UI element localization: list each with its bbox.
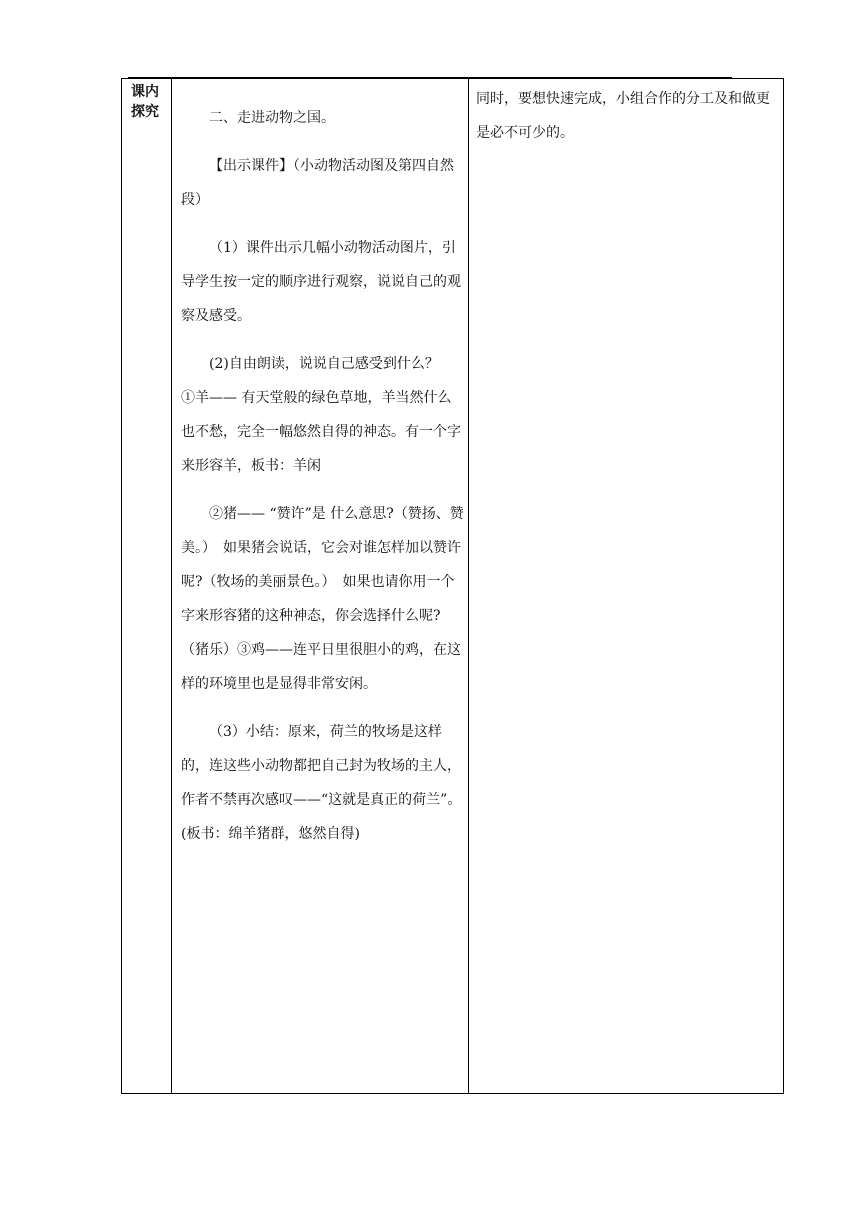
note-paragraph: 同时，要想快速完成，小组合作的分工及和做更是必不可少的。: [476, 91, 770, 141]
pig-chicken-paragraph: ②猪—— “赞许”是 什么意思?（赞扬、赞美。） 如果猪会说话，它会对谁怎样加以赞许呢?（牧场的美丽景色。） 如果也请你用一个字来形容猪的这种神态，你会选择什么呢?（猪乐）③鸡——连平日里很胆小的鸡，在这样的环境里也是显得非常安闲。: [181, 506, 464, 692]
sheep-paragraph: ①羊—— 有天堂般的绿色草地，羊当然什么也不愁，完全一幅悠然自得的神态。有一个字来形容羊，板书：羊闲: [181, 390, 461, 474]
section-label-cell: [122, 79, 172, 1094]
lesson-table: [121, 78, 784, 1094]
table-row: [122, 79, 784, 1094]
section-label: 课内探究: [131, 84, 159, 120]
step-2-paragraph: (2)自由朗读，说说自己感受到什么？: [209, 356, 439, 372]
summary-paragraph: （3）小结：原来，荷兰的牧场是这样的，连这些小动物都把自己封为牧场的主人，作者不禁再次感叹——“这就是真正的荷兰”。(板书：绵羊猪群，悠然自得): [181, 724, 462, 842]
teaching-content-cell: [172, 79, 469, 1094]
step-1-paragraph: （1）课件出示几幅小动物活动图片，引导学生按一定的顺序进行观察，说说自己的观察及感受。: [181, 240, 461, 324]
section-heading: 二、走进动物之国。: [209, 110, 335, 126]
notes-cell: [469, 79, 784, 1094]
courseware-instruction: 【出示课件】（小动物活动图及第四自然段）: [181, 158, 454, 208]
